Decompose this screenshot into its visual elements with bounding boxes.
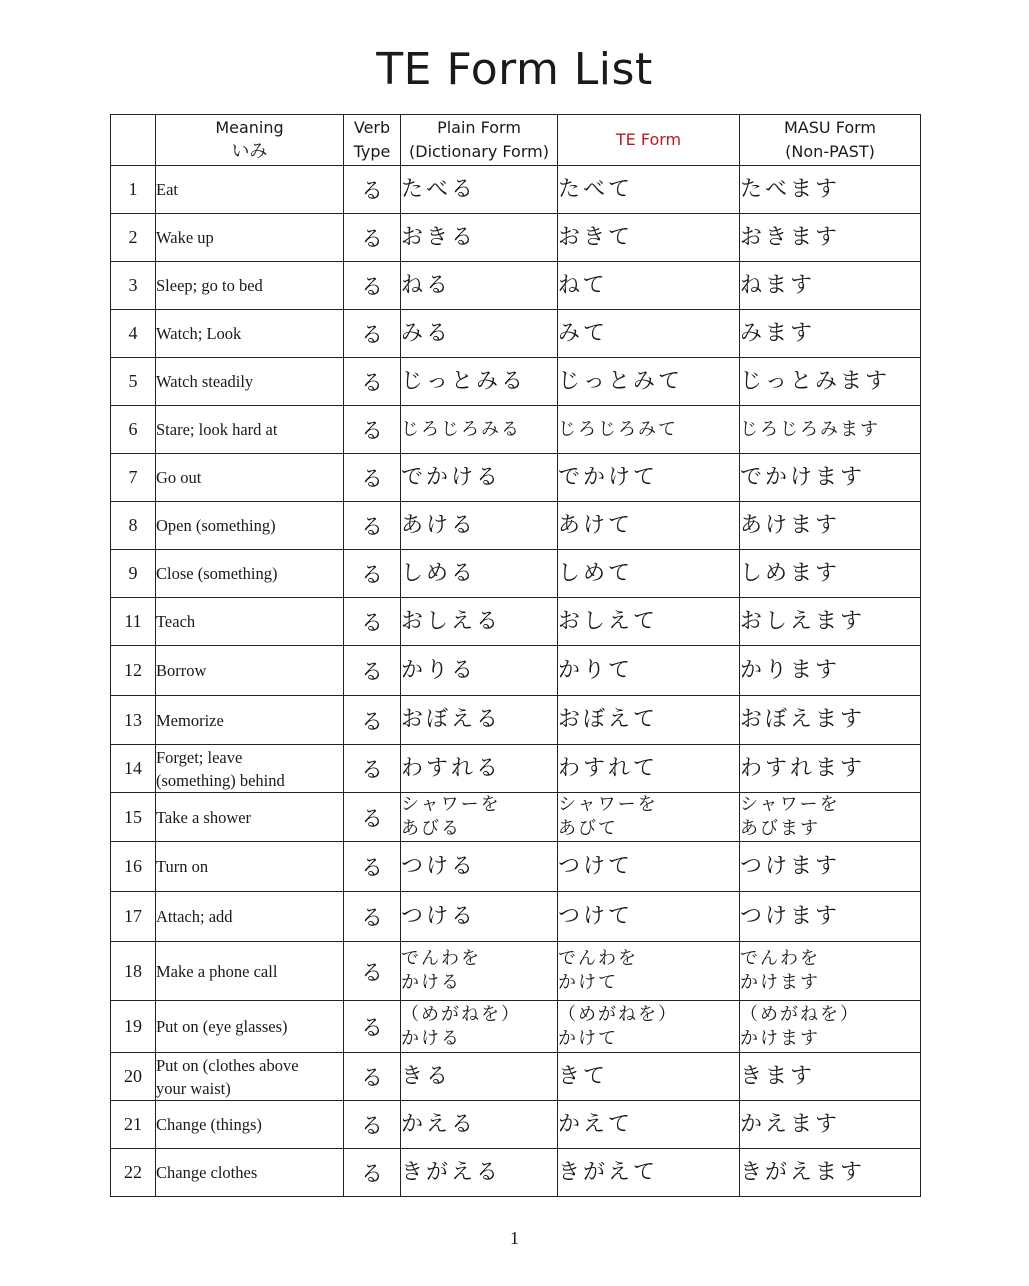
te-form-cell: おきて <box>558 214 740 262</box>
header-number <box>111 115 156 166</box>
plain-form-cell: あける <box>401 502 558 550</box>
verb-type-cell: る <box>344 892 401 942</box>
verb-type-cell: る <box>344 1001 401 1053</box>
row-number: 21 <box>111 1101 156 1149</box>
verb-type-cell: る <box>344 454 401 502</box>
meaning-cell: Watch; Look <box>156 310 344 358</box>
te-form-cell: わすれて <box>558 745 740 793</box>
verb-type-cell: る <box>344 646 401 696</box>
masu-form-cell: かります <box>740 646 921 696</box>
plain-form-cell: つける <box>401 842 558 892</box>
header-meaning-en: Meaning <box>215 118 284 137</box>
header-te-form: TE Form <box>558 115 740 166</box>
table-row <box>111 406 921 454</box>
masu-form-cell: たべます <box>740 166 921 214</box>
plain-form-cell <box>401 942 558 1001</box>
verb-type-cell: る <box>344 166 401 214</box>
table-row <box>111 262 921 310</box>
meaning-cell: Put on (eye glasses) <box>156 1001 344 1053</box>
te-form-cell: たべて <box>558 166 740 214</box>
meaning-cell-line1: Forget; leave <box>156 747 243 767</box>
table-row <box>111 892 921 942</box>
table-row <box>111 942 921 1001</box>
table-row <box>111 1149 921 1197</box>
row-number: 12 <box>111 646 156 696</box>
header-plain-form <box>401 115 558 166</box>
table-row <box>111 214 921 262</box>
plain-form-cell: おきる <box>401 214 558 262</box>
table-row <box>111 454 921 502</box>
meaning-cell-line2: (something) behind <box>156 770 285 790</box>
masu-form-cell-line1: （めがねを） <box>740 1003 860 1025</box>
verb-type-cell: る <box>344 550 401 598</box>
te-form-cell-line1: （めがねを） <box>558 1003 678 1025</box>
meaning-cell: Eat <box>156 166 344 214</box>
row-number: 16 <box>111 842 156 892</box>
te-form-cell <box>558 793 740 842</box>
te-form-cell: おぼえて <box>558 696 740 745</box>
row-number: 8 <box>111 502 156 550</box>
plain-form-cell: おぼえる <box>401 696 558 745</box>
table-row <box>111 502 921 550</box>
plain-form-cell: かりる <box>401 646 558 696</box>
te-form-cell-line2: あびて <box>558 818 618 839</box>
masu-form-cell-line1: でんわを <box>740 948 820 969</box>
meaning-cell: Take a shower <box>156 793 344 842</box>
row-number: 7 <box>111 454 156 502</box>
row-number: 3 <box>111 262 156 310</box>
masu-form-cell <box>740 942 921 1001</box>
plain-form-cell-line2: かける <box>401 1027 461 1049</box>
plain-form-cell: かえる <box>401 1101 558 1149</box>
meaning-cell: Borrow <box>156 646 344 696</box>
masu-form-cell: つけます <box>740 842 921 892</box>
verb-type-cell: る <box>344 942 401 1001</box>
te-form-cell: つけて <box>558 892 740 942</box>
masu-form-cell: あけます <box>740 502 921 550</box>
masu-form-cell-line2: かけます <box>740 1027 820 1049</box>
meaning-cell: Open (something) <box>156 502 344 550</box>
verb-type-cell: る <box>344 1149 401 1197</box>
plain-form-cell: きがえる <box>401 1149 558 1197</box>
te-form-cell: きて <box>558 1053 740 1101</box>
plain-form-cell: たべる <box>401 166 558 214</box>
meaning-cell-line2: your waist) <box>156 1078 231 1098</box>
plain-form-cell-line2: かける <box>401 972 461 993</box>
header-verb-type <box>344 115 401 166</box>
masu-form-cell: みます <box>740 310 921 358</box>
plain-form-cell: わすれる <box>401 745 558 793</box>
verb-type-cell: る <box>344 406 401 454</box>
masu-form-cell-line1: シャワーを <box>740 794 840 815</box>
header-row <box>111 115 921 166</box>
te-form-cell: みて <box>558 310 740 358</box>
meaning-cell: Stare; look hard at <box>156 406 344 454</box>
plain-form-cell: みる <box>401 310 558 358</box>
verb-type-cell: る <box>344 310 401 358</box>
masu-form-cell: かえます <box>740 1101 921 1149</box>
masu-form-cell: しめます <box>740 550 921 598</box>
masu-form-cell <box>740 793 921 842</box>
plain-form-cell: でかける <box>401 454 558 502</box>
te-form-cell <box>558 1001 740 1053</box>
plain-form-cell <box>401 1001 558 1053</box>
verb-type-cell: る <box>344 1101 401 1149</box>
header-masu-line1: MASU Form <box>783 118 876 137</box>
table-row <box>111 842 921 892</box>
meaning-cell: Close (something) <box>156 550 344 598</box>
row-number: 6 <box>111 406 156 454</box>
masu-form-cell-line2: あびます <box>740 818 820 839</box>
plain-form-cell: おしえる <box>401 598 558 646</box>
te-form-cell: じろじろみて <box>558 406 740 454</box>
te-form-cell: かりて <box>558 646 740 696</box>
masu-form-cell-line2: かけます <box>740 972 820 993</box>
header-masu-line2: (Non-PAST) <box>785 142 875 161</box>
plain-form-cell: きる <box>401 1053 558 1101</box>
row-number: 5 <box>111 358 156 406</box>
table-row <box>111 550 921 598</box>
masu-form-cell: きます <box>740 1053 921 1101</box>
te-form-cell <box>558 942 740 1001</box>
verb-type-cell: る <box>344 262 401 310</box>
header-verb-type-line1: Verb <box>353 118 391 137</box>
te-form-cell: でかけて <box>558 454 740 502</box>
plain-form-cell-line1: （めがねを） <box>401 1003 521 1025</box>
masu-form-cell: じっとみます <box>740 358 921 406</box>
header-plain-line1: Plain Form <box>437 118 521 137</box>
plain-form-cell-line2: あびる <box>401 818 461 839</box>
masu-form-cell: わすれます <box>740 745 921 793</box>
header-masu-form <box>740 115 921 166</box>
table-row <box>111 696 921 745</box>
page-title: TE Form List <box>376 44 653 95</box>
te-form-cell-line2: かけて <box>558 972 618 993</box>
header-verb-type-line2: Type <box>353 142 391 161</box>
row-number: 18 <box>111 942 156 1001</box>
te-form-cell-line2: かけて <box>558 1027 618 1049</box>
row-number: 4 <box>111 310 156 358</box>
table-row <box>111 598 921 646</box>
plain-form-cell: じっとみる <box>401 358 558 406</box>
te-form-cell-line1: でんわを <box>558 948 638 969</box>
row-number: 13 <box>111 696 156 745</box>
table-row <box>111 1001 921 1053</box>
te-form-cell: じっとみて <box>558 358 740 406</box>
table-row <box>111 166 921 214</box>
row-number: 14 <box>111 745 156 793</box>
te-form-cell-line1: シャワーを <box>558 794 658 815</box>
table-row <box>111 646 921 696</box>
te-form-cell: きがえて <box>558 1149 740 1197</box>
meaning-cell <box>156 745 344 793</box>
verb-type-cell: る <box>344 598 401 646</box>
verb-type-cell: る <box>344 502 401 550</box>
row-number: 19 <box>111 1001 156 1053</box>
masu-form-cell: ねます <box>740 262 921 310</box>
plain-form-cell: つける <box>401 892 558 942</box>
meaning-cell: Watch steadily <box>156 358 344 406</box>
te-form-table <box>110 114 921 1197</box>
verb-type-cell: る <box>344 214 401 262</box>
masu-form-cell <box>740 1001 921 1053</box>
meaning-cell: Change clothes <box>156 1149 344 1197</box>
te-form-cell: しめて <box>558 550 740 598</box>
plain-form-cell-line1: シャワーを <box>401 794 501 815</box>
verb-type-cell: る <box>344 793 401 842</box>
meaning-cell: Go out <box>156 454 344 502</box>
plain-form-cell: ねる <box>401 262 558 310</box>
row-number: 11 <box>111 598 156 646</box>
plain-form-cell: じろじろみる <box>401 406 558 454</box>
masu-form-cell: でかけます <box>740 454 921 502</box>
table-row <box>111 793 921 842</box>
plain-form-cell <box>401 793 558 842</box>
table-row <box>111 745 921 793</box>
row-number: 17 <box>111 892 156 942</box>
row-number: 2 <box>111 214 156 262</box>
te-form-cell: おしえて <box>558 598 740 646</box>
meaning-cell <box>156 1053 344 1101</box>
table-row <box>111 1053 921 1101</box>
page-number: 1 <box>510 1228 519 1248</box>
row-number: 1 <box>111 166 156 214</box>
meaning-cell: Wake up <box>156 214 344 262</box>
te-form-cell: ねて <box>558 262 740 310</box>
verb-type-cell: る <box>344 696 401 745</box>
row-number: 20 <box>111 1053 156 1101</box>
masu-form-cell: おきます <box>740 214 921 262</box>
header-plain-line2: (Dictionary Form) <box>409 142 549 161</box>
verb-type-cell: る <box>344 1053 401 1101</box>
table-row <box>111 1101 921 1149</box>
verb-type-cell: る <box>344 358 401 406</box>
table-row <box>111 358 921 406</box>
plain-form-cell: しめる <box>401 550 558 598</box>
meaning-cell: Turn on <box>156 842 344 892</box>
verb-type-cell: る <box>344 745 401 793</box>
table-row <box>111 310 921 358</box>
te-form-cell: つけて <box>558 842 740 892</box>
verb-type-cell: る <box>344 842 401 892</box>
header-meaning <box>156 115 344 166</box>
header-meaning-jp: いみ <box>231 141 268 162</box>
row-number: 22 <box>111 1149 156 1197</box>
row-number: 15 <box>111 793 156 842</box>
plain-form-cell-line1: でんわを <box>401 948 481 969</box>
meaning-cell: Attach; add <box>156 892 344 942</box>
masu-form-cell: じろじろみます <box>740 406 921 454</box>
row-number: 9 <box>111 550 156 598</box>
masu-form-cell: きがえます <box>740 1149 921 1197</box>
meaning-cell: Teach <box>156 598 344 646</box>
meaning-cell: Sleep; go to bed <box>156 262 344 310</box>
meaning-cell: Change (things) <box>156 1101 344 1149</box>
meaning-cell-line1: Put on (clothes above <box>156 1055 299 1075</box>
te-form-cell: かえて <box>558 1101 740 1149</box>
te-form-cell: あけて <box>558 502 740 550</box>
masu-form-cell: おしえます <box>740 598 921 646</box>
meaning-cell: Make a phone call <box>156 942 344 1001</box>
meaning-cell: Memorize <box>156 696 344 745</box>
masu-form-cell: つけます <box>740 892 921 942</box>
masu-form-cell: おぼえます <box>740 696 921 745</box>
